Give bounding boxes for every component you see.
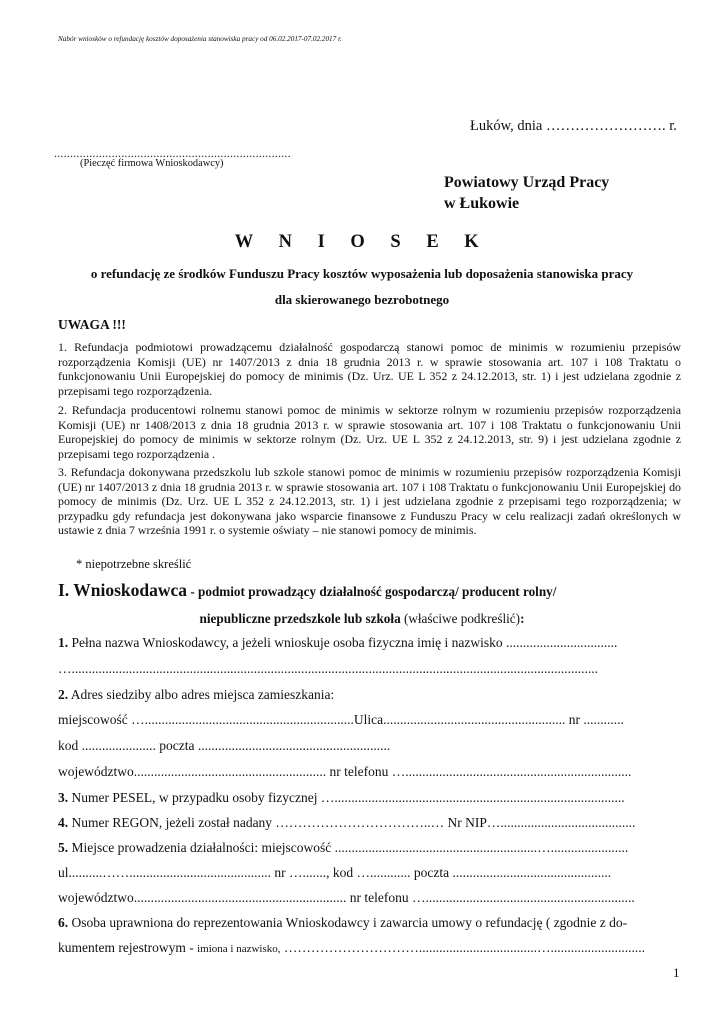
field-2-town-street[interactable]: miejscowość …..............................................................Ulica...................................................... nr ............ — [58, 712, 624, 727]
field-5-number: 5. — [58, 840, 69, 855]
warning-paragraph-3-text: 3. Refundacja dokonywana przedszkolu lub szkole stanowi pomoc de minimis w rozumieniu przepisów rozporządzenia Komisji (UE) nr 1407/2013 z dnia 18 grudnia 2013 r. w sprawie stosowania art. 107 i 108 Traktatu o funkcjonowaniu Unii Europejskiej do pomocy de minimis (Dz. Urz. UE L 352 z 24.12.2013, str. 1) i jest udzielana zgodnie z przepisami tego rozporządzenia; w przypadku gdy refundacja jest dokonywana jako wsparcie finansowe z Funduszu Pracy w celu realizacji zadań określonych w ustawie z dnia 7 września 1991 r. o systemie oświaty – nie stanowi pomocy de minimis. — [58, 465, 681, 538]
section-1-sub-note: (właściwe podkreślić) — [400, 611, 521, 626]
field-2-address-heading — [58, 687, 334, 703]
warning-paragraph-3 — [58, 465, 681, 538]
field-1-continuation[interactable]: …............................................................................................................................................................ — [58, 661, 598, 676]
field-3-label: Numer PESEL, w przypadku osoby fizycznej …...................................................................................... — [68, 790, 625, 805]
warning-paragraph-2 — [58, 403, 681, 461]
field-4-label: Numer REGON, jeżeli został nadany ……………………………..… Nr NIP…........................................ — [68, 815, 636, 830]
stamp-label: (Pieczęć firmowa Wnioskodawcy) — [80, 158, 224, 169]
page-number: 1 — [673, 965, 680, 980]
field-2-label: Adres siedziby albo adres miejsca zamieszkania: — [68, 687, 335, 702]
section-1-subtitle — [0, 611, 724, 627]
field-6-line2-dots: …………………………...................................…............................ — [280, 940, 645, 955]
field-3-pesel[interactable] — [58, 790, 625, 806]
section-1-sub-bold: niepubliczne przedszkole lub szkoła — [199, 611, 401, 626]
section-1-sub-colon: : — [520, 611, 525, 626]
section-1-name: Wnioskodawca — [73, 580, 188, 600]
header-note: Nabór wniosków o refundację kosztów doposażenia stanowiska pracy od 06.02.2017-07.02.2017 r. — [58, 35, 342, 43]
section-1-numeral: I. — [58, 580, 70, 600]
field-2-number: 2. — [58, 687, 69, 702]
field-5-business-location[interactable] — [58, 840, 628, 856]
field-6-line2-hint: imiona i nazwisko, — [197, 943, 281, 955]
field-2-province-phone[interactable]: województwo......................................................... nr telefonu …................................................................... — [58, 764, 632, 779]
field-6-representative — [58, 915, 627, 931]
warning-paragraph-1 — [58, 340, 681, 398]
footnote: * niepotrzebne skreślić — [76, 557, 192, 571]
field-2-postcode[interactable]: kod ...................... poczta ......................................................... — [58, 738, 391, 753]
stamp-dots: .......................................................................... — [54, 146, 291, 160]
field-5-label: Miejsce prowadzenia działalności: miejscowość ............................................................…....................... — [68, 840, 629, 855]
section-1-description: - podmiot prowadzący działalność gospodarczą/ producent rolny/ — [187, 584, 557, 599]
addressee-line1: Powiatowy Urząd Pracy — [444, 174, 610, 191]
subtitle-line2: dla skierowanego bezrobotnego — [274, 292, 450, 307]
warning-label: UWAGA !!! — [58, 317, 126, 332]
addressee-line2: w Łukowie — [444, 195, 520, 212]
field-6-number: 6. — [58, 915, 69, 930]
field-4-regon-nip[interactable] — [58, 815, 635, 831]
field-5-street-postcode[interactable]: ul..........…….......................................... nr …......., kod …............ poczta ............................................... — [58, 865, 612, 880]
subtitle-line1: o refundację ze środków Funduszu Pracy kosztów wyposażenia lub doposażenia stanowiska pracy — [90, 266, 634, 281]
field-4-number: 4. — [58, 815, 69, 830]
field-1-number: 1. — [58, 635, 69, 650]
section-1-title — [58, 580, 556, 601]
field-1-label: Pełna nazwa Wnioskodawcy, a jeżeli wnioskuje osoba fizyczna imię i nazwisko ................................. — [68, 635, 618, 650]
addressee — [444, 172, 609, 214]
field-6-label: Osoba uprawniona do reprezentowania Wnioskodawcy i zawarcia umowy o refundację ( zgodnie z do- — [68, 915, 628, 930]
warning-paragraph-1-text: 1. Refundacja podmiotowi prowadzącemu działalność gospodarczą stanowi pomoc de minimis w rozumieniu przepisów rozporządzenia Komisji (UE) nr 1407/2013 z dnia 18 grudnia 2013 r. w sprawie stosowania art. 107 i 108 Traktatu o funkcjonowaniu Unii Europejskiej do pomocy de minimis (Dz. Urz. UE L 352 z 24.12.2013, str. 1) i jest udzielana zgodnie z przepisami tego rozporządzenia. — [58, 340, 681, 398]
field-6-line2-prefix: kumentem rejestrowym - — [58, 940, 198, 955]
field-6-representative-name[interactable] — [58, 940, 645, 956]
warning-paragraph-2-text: 2. Refundacja producentowi rolnemu stanowi pomoc de minimis w sektorze rolnym w rozumieniu przepisów rozporządzenia Komisji (UE) nr 1408/2013 z dnia 18 grudnia 2013 r. w sprawie stosowania art. 107 i 108 Traktatu o funkcjonowaniu Unii Europejskiej do pomocy de minimis w sektorze rolnym (Dz. Urz. UE L 352 z 24.12.2013, str. 9) i jest udzielana zgodnie z przepisami tego rozporządzenia . — [58, 403, 681, 461]
field-3-number: 3. — [58, 790, 69, 805]
document-title: W N I O S E K — [234, 232, 490, 252]
field-1-full-name[interactable] — [58, 635, 617, 651]
field-5-province-phone[interactable]: województwo............................................................... nr telefonu ….............................................................. — [58, 890, 635, 905]
date-line: Łuków, dnia ……………………. r. — [470, 118, 677, 134]
